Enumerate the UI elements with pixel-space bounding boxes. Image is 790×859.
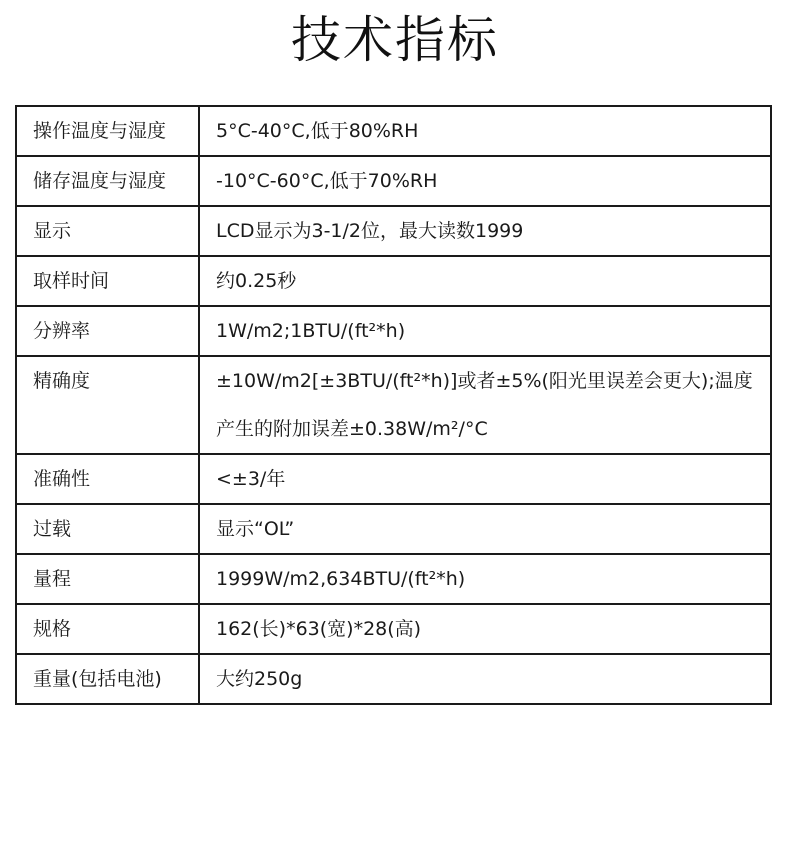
spec-table [15, 105, 772, 705]
table-row [16, 206, 771, 256]
table-row [16, 106, 771, 156]
spec-label: 操作温度与湿度 [16, 106, 199, 156]
table-row [16, 604, 771, 654]
spec-label: 分辨率 [16, 306, 199, 356]
spec-value: 5°C-40°C,低于80%RH [199, 106, 771, 156]
spec-label: 重量(包括电池) [16, 654, 199, 704]
spec-label: 显示 [16, 206, 199, 256]
spec-value: ±10W/m2[±3BTU/(ft²*h)]或者±5%(阳光里误差会更大);温度产生的附加误差±0.38W/m²/°C [199, 356, 771, 454]
page-title: 技术指标 [291, 11, 499, 69]
table-row [16, 356, 771, 454]
table-row [16, 256, 771, 306]
table-row [16, 156, 771, 206]
table-row [16, 306, 771, 356]
spec-value: 1999W/m2,634BTU/(ft²*h) [199, 554, 771, 604]
table-row [16, 504, 771, 554]
spec-label: 准确性 [16, 454, 199, 504]
table-row [16, 554, 771, 604]
spec-value: 162(长)*63(宽)*28(高) [199, 604, 771, 654]
spec-label: 过载 [16, 504, 199, 554]
spec-label: 规格 [16, 604, 199, 654]
spec-label: 储存温度与湿度 [16, 156, 199, 206]
spec-label: 精确度 [16, 356, 199, 454]
table-row [16, 454, 771, 504]
spec-value: 约0.25秒 [199, 256, 771, 306]
spec-label: 量程 [16, 554, 199, 604]
spec-value: -10°C-60°C,低于70%RH [199, 156, 771, 206]
spec-value: <±3/年 [199, 454, 771, 504]
spec-value: 大约250g [199, 654, 771, 704]
spec-label: 取样时间 [16, 256, 199, 306]
spec-value: 1W/m2;1BTU/(ft²*h) [199, 306, 771, 356]
spec-value: 显示“OL” [199, 504, 771, 554]
blank-area [0, 682, 790, 859]
spec-value: LCD显示为3-1/2位，最大读数1999 [199, 206, 771, 256]
